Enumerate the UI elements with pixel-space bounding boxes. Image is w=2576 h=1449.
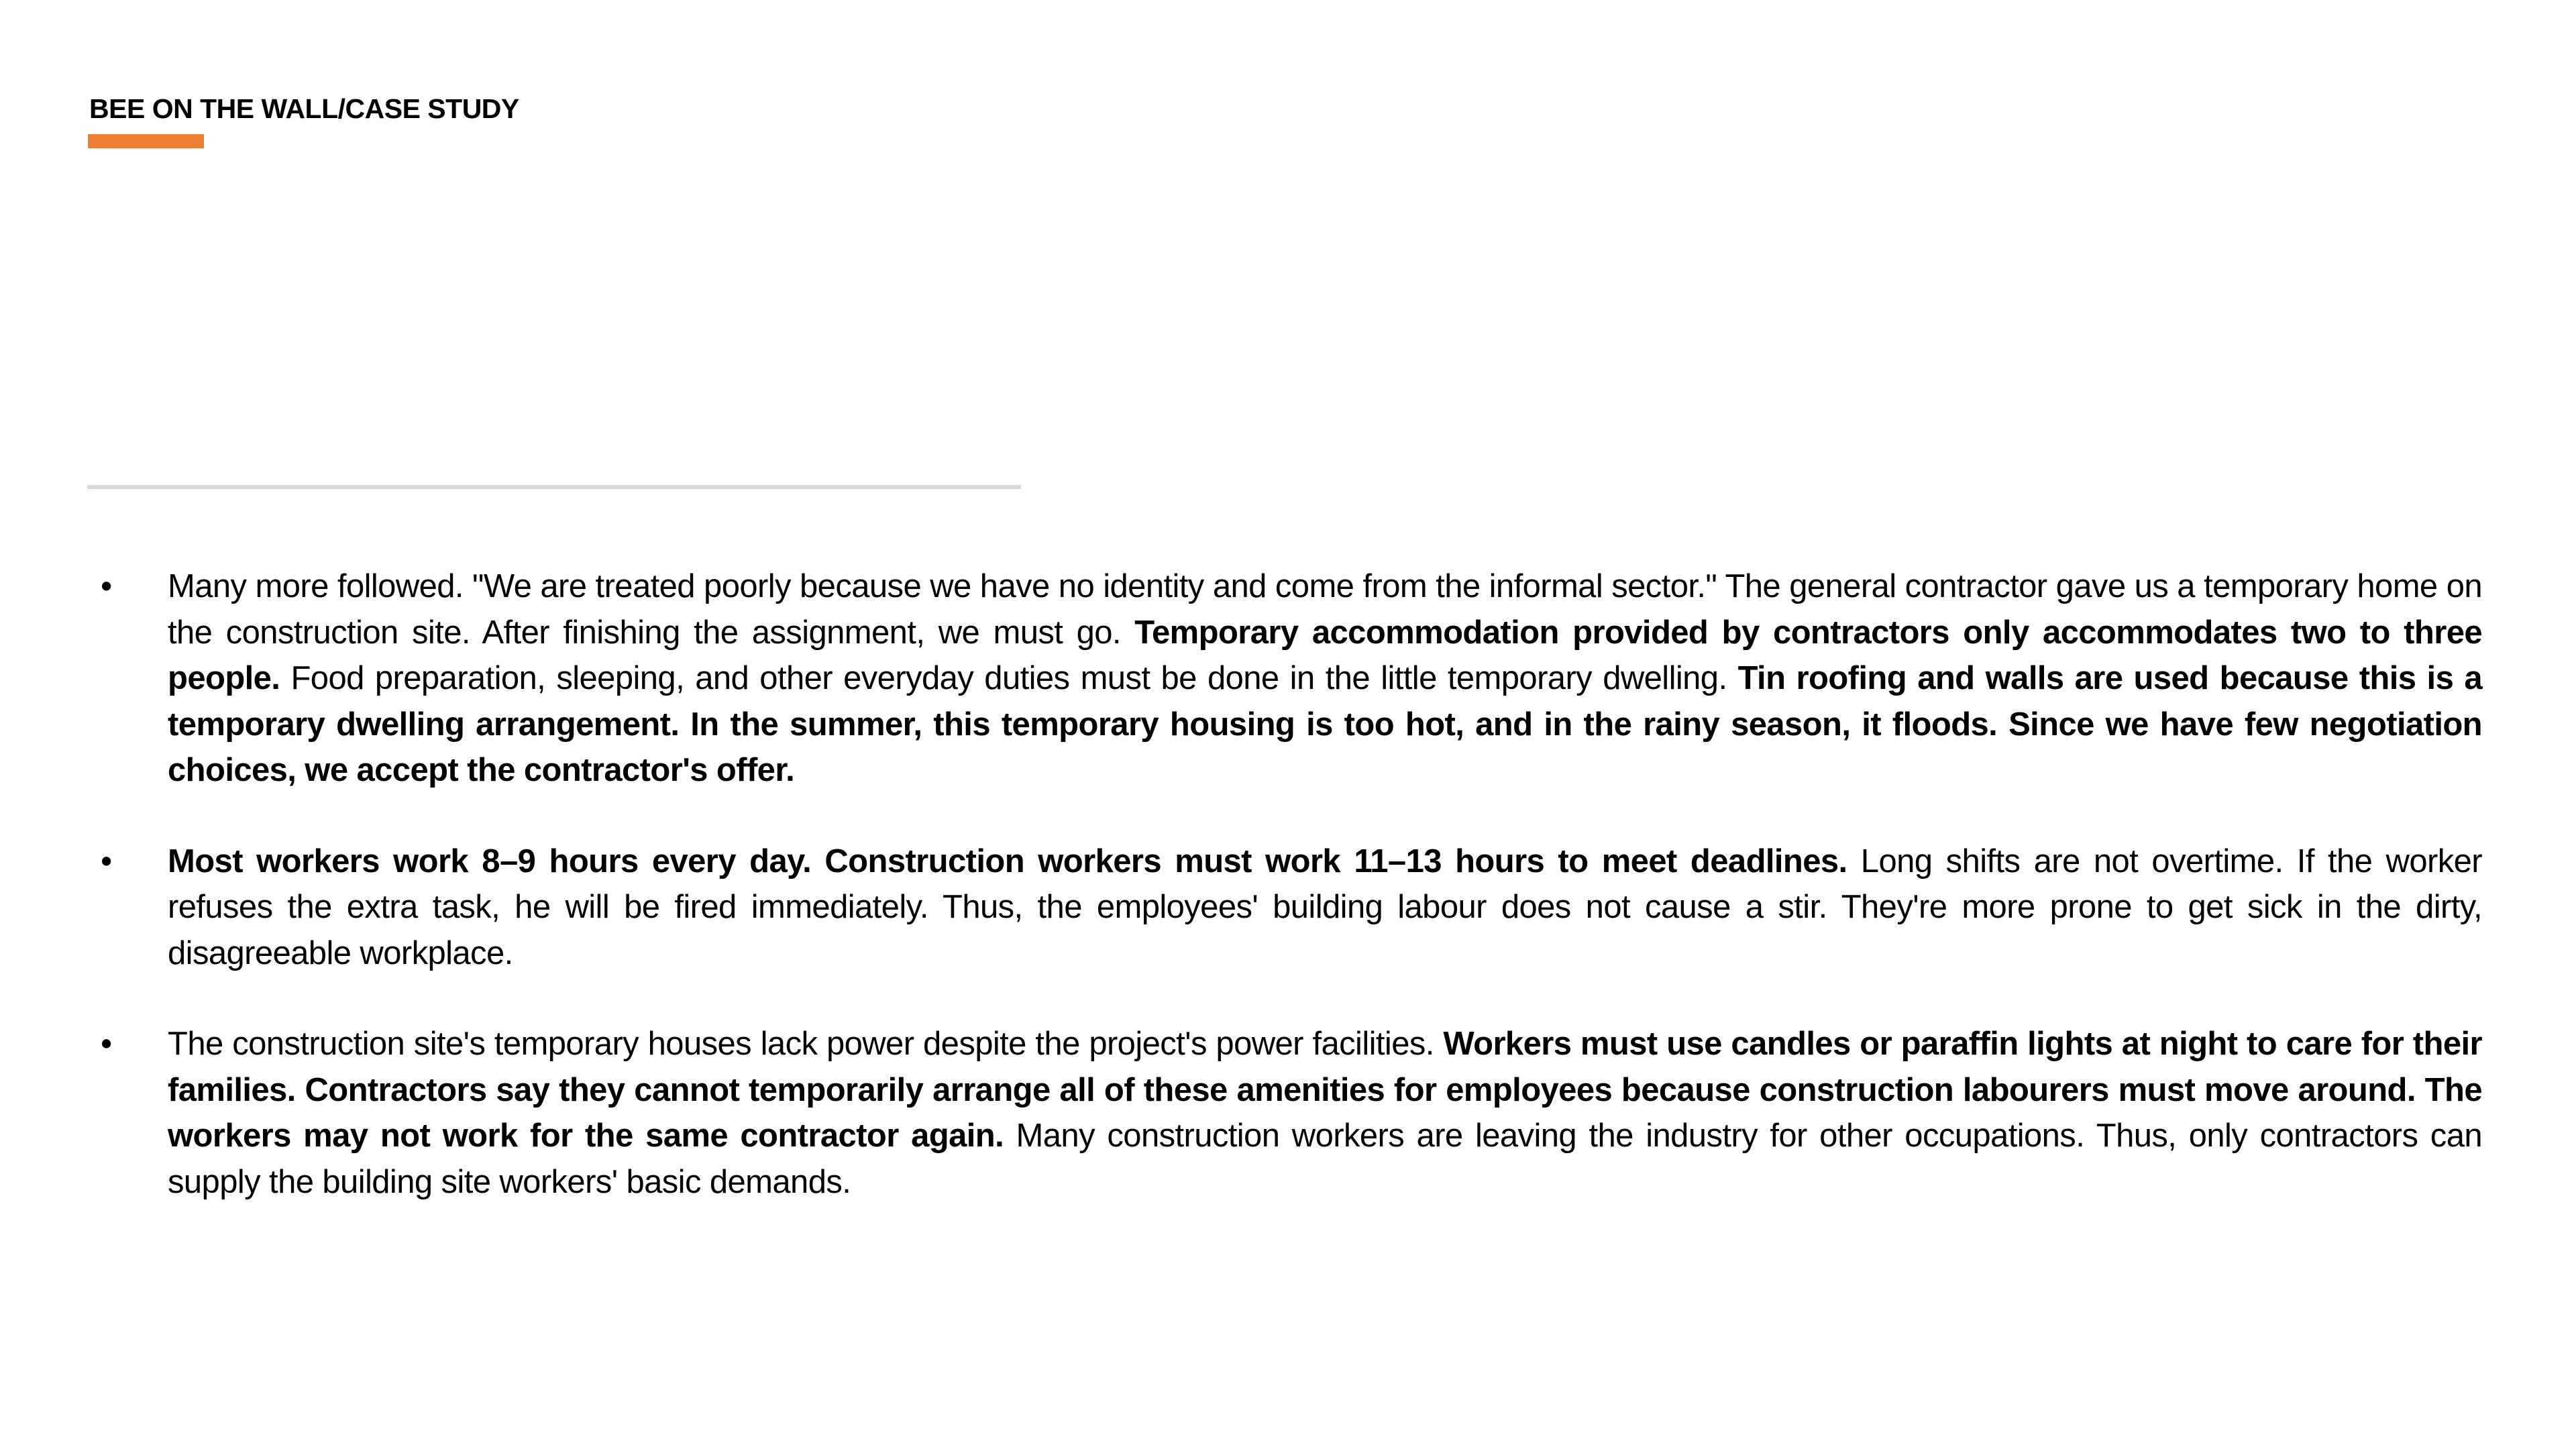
- title-accent-bar: [88, 134, 204, 148]
- bullet-item-3: [101, 1021, 2482, 1205]
- text-segment-bold: Workers must use candles or paraffin lights at night to care for their families. Contractors say they cannot temporarily arrange all of these amenities for employees because construction labourers must move around. The workers may not work for the same contractor again.: [168, 1026, 2482, 1154]
- text-segment: Food preparation, sleeping, and other everyday duties must be done in the little temporary dwelling.: [280, 660, 1738, 696]
- text-segment: The construction site's temporary houses lack power despite the project's power facilities.: [168, 1026, 1444, 1062]
- slide-title: BEE ON THE WALL/CASE STUDY: [89, 93, 519, 124]
- bullet-list: [101, 564, 2482, 1205]
- text-segment: Many construction workers are leaving the industry for other occupations. Thus, only contractors can supply the building site workers' basic demands.: [168, 1118, 2482, 1200]
- text-segment-bold: Tin roofing and walls are used because this is a temporary dwelling arrangement. In the summer, this temporary housing is too hot, and in the rainy season, it floods. Since we have few negotiation choices, we accept the contractor's offer.: [168, 660, 2483, 788]
- section-divider: [87, 485, 1021, 489]
- bullet-item-2: [101, 839, 2482, 977]
- bullet-marker: •: [101, 568, 112, 604]
- text-segment-bold: Most workers work 8–9 hours every day. Construction workers must work 11–13 hours to meet deadlines.: [168, 843, 1847, 879]
- text-segment: Long shifts are not overtime. If the worker refuses the extra task, he will be fired immediately. Thus, the employees' building labour does not cause a stir. They're more prone to get sick in the dirty, disagreeable workplace.: [168, 843, 2482, 971]
- bullet-marker: •: [101, 1026, 112, 1062]
- bullet-item-1: [101, 564, 2482, 794]
- text-segment: Many more followed. "We are treated poorly because we have no identity and come from the informal sector." The general contractor gave us a temporary home on the construction site. After finishing the assignment, we must go.: [168, 568, 2482, 651]
- bullet-marker: •: [101, 843, 112, 879]
- text-segment-bold: Temporary accommodation provided by contractors only accommodates two to three people.: [168, 614, 2482, 696]
